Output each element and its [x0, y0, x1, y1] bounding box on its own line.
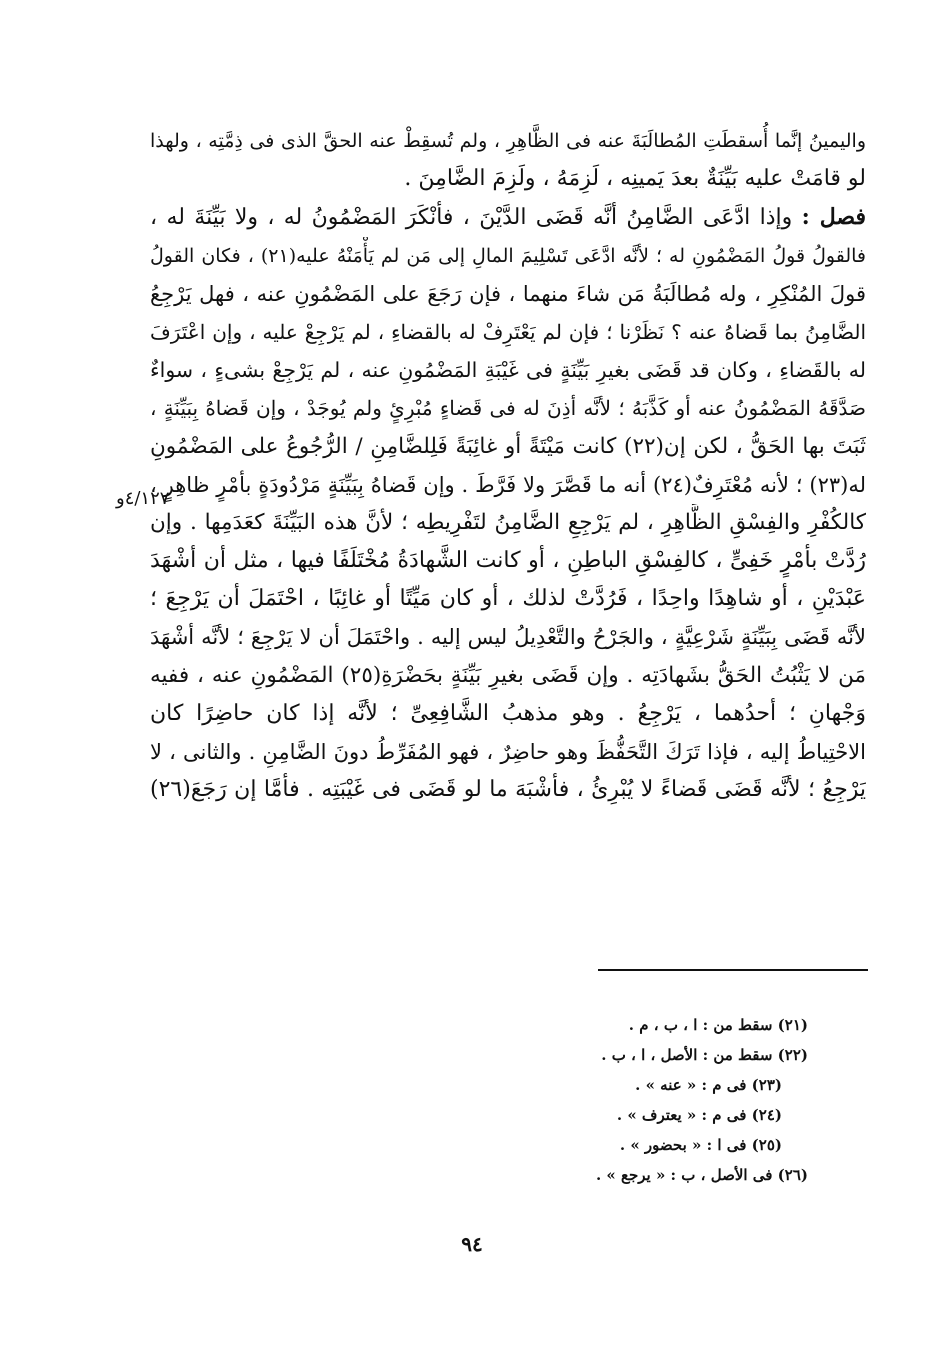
page-number: ٩٤ [461, 1232, 483, 1256]
text-line: يَرْجِعُ ؛ لأنَّه قَضَى قَضاءً لا يُبْرِئُ ، فأشْبَهَ ما لو قَضَى فى غَيْبَتِه . فأمَّا إن رَجَعَ(٢٦) [150, 777, 866, 803]
text-line: فالقولُ قولُ المَضْمُونِ له ؛ لأنَّه ادَّعَى تَسْلِيمَ المالِ إلى مَن لم يَأْمَنْهُ عليه(٢١) ، فكان القولُ [150, 244, 866, 267]
margin-folio-note: ٤/١٢٧و [116, 488, 170, 509]
main-text [150, 122, 866, 809]
text-line: قولَ المُنْكِرِ ، وله مُطالَبَةُ مَن شاءَ منهما ، فإن رَجَعَ على المَضْمُونِ عنه ، فهل يَرْجِعُ [150, 281, 866, 306]
text-line: وَجْهانِ ؛ أحدُهما ، يَرْجِعُ . وهو مذهبُ الشَّافِعِىِّ ؛ لأنَّه إذا كان حاضِرًا كان [150, 700, 866, 726]
text-line: له بالقَضاءِ ، وكان قد قَضَى بغيرِ بَيِّنَةٍ فى غَيْبَةِ المَضْمُونِ عنه ، لم يَرْجِعْ بشىءٍ ، سواءٌ [150, 358, 866, 383]
text-line: واليمينُ إنَّما أُسقطَتِ المُطالَبَةَ عنه فى الظَّاهِرِ ، ولم تُسقِطْ عنه الحقَّ الذى فى ذِمَّتِه ، ولهذا [150, 130, 866, 152]
text-line: عَبْدَيْنِ ، أو شاهِدًا واحِدًا ، فَرُدَّتْ لذلك ، أو كان مَيِّتًا أو غائِبًا ، احْتَمَلَ أن يَرْجِعَ ؛ [150, 586, 866, 612]
footnote: (٢٥) فى ا : « بحضور » . [619, 1136, 782, 1154]
text-line: الضَّامِنُ بما قَضاهُ عنه ؟ نَظَرْنا ؛ فإن لم يَعْتَرِفْ له بالقضاءِ ، لم يَرْجِعْ عليه ، وإن اعْتَرَفَ [150, 319, 866, 344]
footnotes [540, 1010, 808, 1190]
text-line: ثَبَتَ بها الحَقُّ ، لكن إن(٢٢) كانت مَيْتَةً أو غائِبَةً فَلِلضَّامِنِ / الرُّجُوعُ على المَضْمُونِ [150, 433, 866, 459]
text-line: رُدَّتْ بأمْرٍ خَفِىٍّ ، كالفِسْقِ الباطِنِ ، أو كانت الشَّهادَةُ مُخْتَلَفًا فيها ، مثل أن أشْهَدَ [150, 548, 866, 574]
footnote-separator [598, 969, 868, 971]
text-line: كالكُفْرِ والفِسْقِ الظَّاهِرِ ، لم يَرْجِعِ الضَّامِنُ لتَفْرِيطِه ؛ لأنَّ هذه البَيِّنَةَ كعَدَمِها . وإن [150, 509, 866, 535]
text-line: لو قامَتْ عليه بَيِّنَةٌ بعدَ يَمينِه ، لَزِمَهُ ، ولَزِمَ الضَّامِنَ . [404, 166, 866, 192]
text-line: مَن لا يَثْبُتُ الحَقُّ بشَهادَتِه . وإن قَضَى بغيرِ بَيِّنَةٍ بحَضْرَةِ(٢٥) المَضْمُونِ عنه ، ففيه [150, 662, 866, 688]
footnote: (٢٤) فى م : « يعترف » . [616, 1106, 782, 1124]
text-line: له(٢٣) ؛ لأنه مُعْتَرِفٌ(٢٤) أنه ما قَصَّرَ ولا فَرَّطَ . وإن قَضاهُ بِبَيِّنَةٍ مَرْدُودَةٍ بأمْرٍ ظاهِرٍ ، [150, 472, 866, 497]
text-line: الاحْتِياطُ إليه ، فإذا تَرَكَ التَّحَفُّظَ وهو حاضِرٌ ، فهو المُفَرِّطُ دونَ الضَّامِنِ . والثانى ، لا [150, 740, 866, 764]
text-line-rest: وإذا ادَّعَى الضَّامِنُ أنَّه قَضَى الدَّيْنَ ، فأنْكَرَ المَضْمُونُ له ، ولا بَيِّنَةَ له ، [150, 205, 793, 231]
text-line: صَدَّقَهُ المَضْمُونُ عنه أو كَذَّبَهُ ؛ لأنَّه أذِنَ له فى قَضاءٍ مُبْرِئٍ ولم يُوجَدْ ، وإن قَضاهُ بِبَيِّنَةٍ ، [150, 396, 866, 421]
section-keyword: فصل : [801, 204, 866, 231]
text-line: لأنَّه قَضَى بِبَيِّنَةٍ شَرْعِيَّةٍ ، والجَرْحُ والتَّعْدِيلُ ليس إليه . واحْتَمَلَ أن لا يَرْجِعَ ؛ لأنَّه أشْهَدَ [150, 625, 866, 650]
footnote: (٢٢) سقط من : الأصل ، ا ، ب . [601, 1046, 808, 1064]
footnote: (٢٣) فى م : « عنه » . [635, 1076, 782, 1094]
footnote: (٢١) سقط من : ا ، ب ، م . [628, 1016, 808, 1034]
footnote: (٢٦) فى الأصل ، ب : « يرجع » . [595, 1166, 808, 1184]
text-line-section-start [150, 198, 866, 236]
